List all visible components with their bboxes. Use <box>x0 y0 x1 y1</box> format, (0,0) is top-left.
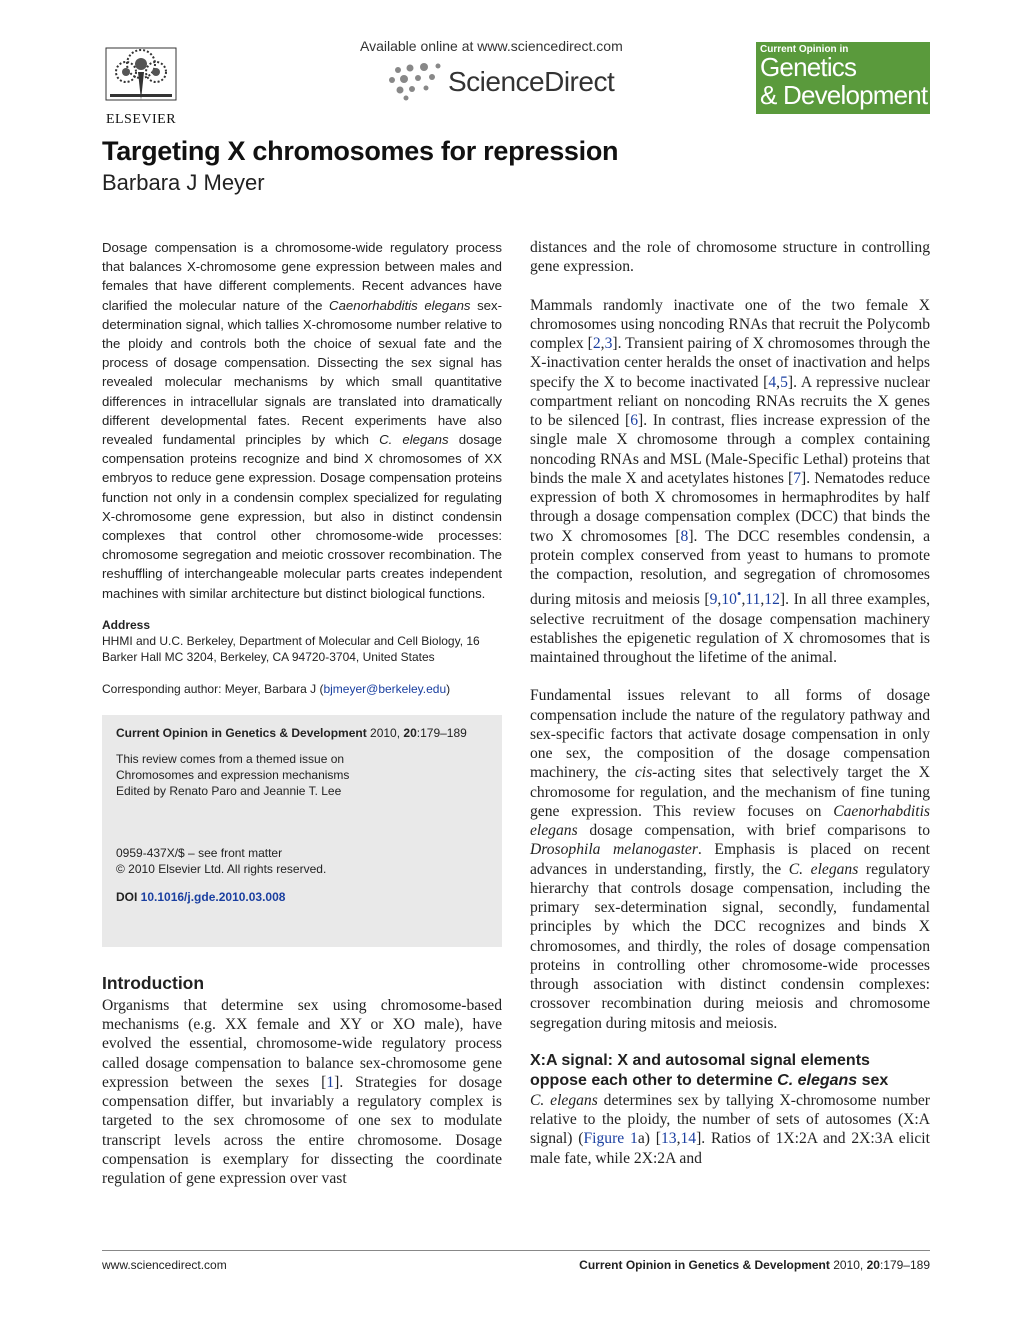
journal-logo-middle: Genetics <box>760 52 857 82</box>
sciencedirect-logo[interactable] <box>386 60 614 104</box>
ref-link[interactable]: 10• <box>721 586 742 609</box>
abstract: Dosage compensation is a chromosome-wide regulatory process that balances X-chromosome gene expression between males and females that have different complements. Recent advances have clarified the molecular nature of the Caenorhabditis elegans sex-determination signal, which tallies X-chromosome number relative to the ploidy and controls both the choice of sexual fate and the process of dosage compensation. Dissecting the sex signal has revealed molecular mechanisms by which small quantitative differences in intracellular signals are translated into dramatically different developmental fates. Recent experiments have also revealed fundamental principles by which C. elegans dosage compensation proteins recognize and bind X chromosomes of XX embryos to reduce gene expression. Dosage compensation proteins function not only in a condensin complex specialized for regulating X-chromosome gene expression, but also in distinct condensin complexes that control other chromosome-wide processes: chromosome segregation and meiotic crossover recombination. The reshuffling of interchangeable molecular parts creates independent machines with similar architecture but distinct biological functions. <box>102 240 502 601</box>
ref-link[interactable]: 14 <box>680 1130 697 1148</box>
introduction-heading: Introduction <box>102 972 205 993</box>
ref-link[interactable]: 6 <box>630 412 639 429</box>
ref-link[interactable]: 13 <box>661 1130 677 1148</box>
info-issn: 0959-437X/$ – see front matter <box>116 845 283 860</box>
address-block <box>102 617 502 665</box>
ref-link[interactable]: 7 <box>793 469 802 487</box>
journal-logo-bottom: & Development <box>760 80 928 110</box>
ref-link[interactable]: 12 <box>764 591 780 609</box>
fundamental-paragraph: Fundamental issues relevant to all forms of dosage compensation include the nature of the regulatory pathway and sex-specific factors that activate dosage compensation in only one sex, the composition of the dosage compensation machinery, the cis-acting sites that selectively target the X chromosome for regulation, and the mechanism of fine tuning gene expression. This review focuses on Caenorhabditis elegans dosage compensation, with brief comparisons to Drosophila melanogaster. Emphasis is placed on recent advances in understanding, firstly, the C. elegans regulatory hierarchy that controls dosage compensation, including the primary sex-determination signal, secondly, fundamental principles by which the DCC recognizes and binds X chromosomes, and thirdly, the roles of dosage compensation proteins in controlling other chromosome-wide processes through association with distinct condensin complexes: crossover recombination during meiosis and chromosome segregation during mitosis and meiosis. <box>530 687 930 1032</box>
info-doi: DOI 10.1016/j.gde.2010.03.008 <box>116 889 286 904</box>
info-citation: Current Opinion in Genetics & Development 2010, 20:179–189 <box>116 725 467 740</box>
elsevier-logo <box>100 42 182 128</box>
right-column <box>530 238 930 1168</box>
doi-link[interactable]: 10.1016/j.gde.2010.03.008 <box>140 889 286 904</box>
info-copyright: © 2010 Elsevier Ltd. All rights reserved. <box>116 861 327 876</box>
footer-citation: Current Opinion in Genetics & Development 2010, 20:179–189 <box>579 1258 930 1272</box>
info-theme: This review comes from a themed issue on Chromosomes and expression mechanisms Edited by Renato Paro and Jeannie T. Lee <box>116 751 350 798</box>
ref-link[interactable]: 11 <box>745 591 761 609</box>
footer-website[interactable]: www.sciencedirect.com <box>102 1258 227 1272</box>
journal-logo-top: Current Opinion in <box>760 44 849 55</box>
ref-link[interactable]: 4 <box>768 373 777 391</box>
ref-link[interactable]: 8 <box>680 527 689 545</box>
address-heading: Address <box>102 617 151 632</box>
xa-signal-heading: X:A signal: X and autosomal signal elements oppose each other to determine C. elegans sex <box>530 1051 889 1089</box>
ref-link[interactable]: 3 <box>604 335 613 352</box>
elsevier-wordmark: ELSEVIER <box>105 112 177 127</box>
mammals-paragraph: Mammals randomly inactivate one of the two female X chromosomes using noncoding RNAs that recruit the Polycomb complex [2,3]. Transient pairing of X chromosomes through the X-inactivation center heralds the onset of inactivation and helps specify the X to become inactivated [4,5]. A repressive nuclear compartment reliant on noncoding RNAs recruits the X genes to be silenced [6]. In contrast, flies increase expression of the single male X chromosome through a complex containing noncoding RNAs and MSL (Male-Specific Lethal) proteins that binds the male X and acetylates histones [7]. Nematodes reduce expression of both X chromosomes in hermaphrodites by half through a dosage compensation complex (DCC) that binds the two X chromosomes [8]. The DCC resembles condensin, a protein complex conserved from yeast to humans to promote the compaction, resolution, and segregation of chromosomes during mitosis and meiosis [9,10•,11,12]. In all three examples, selective recruitment of the dosage compensation machinery establishes the epigenetic regulation of X chromosomes that is maintained throughout the lifetime of the animal. <box>530 296 931 667</box>
article-title: Targeting X chromosomes for repression <box>102 136 619 166</box>
ref-link[interactable]: 5 <box>780 373 788 391</box>
footer-divider <box>102 1250 930 1251</box>
available-online-text: Available online at www.sciencedirect.com <box>360 38 623 54</box>
left-column <box>102 238 502 1188</box>
ref-link[interactable]: 2 <box>592 335 601 352</box>
xa-signal-paragraph: C. elegans determines sex by tallying X-chromosome number relative to the ploidy, the number of sets of autosomes (X:A signal) (Figure 1a) [13,14]. Ratios of 1X:2A and 2X:3A elicit male fate, while 2X:2A and <box>530 1091 930 1167</box>
figure-link[interactable]: Figure 1 <box>583 1130 638 1148</box>
address-text: HHMI and U.C. Berkeley, Department of Molecular and Cell Biology, 16 Barker Hall MC 3204, Berkeley, CA 94720-3704, United States <box>102 633 480 664</box>
continuation-paragraph: distances and the role of chromosome structure in controlling gene expression. <box>530 239 930 276</box>
article-author: Barbara J Meyer <box>102 170 265 195</box>
author-email-link[interactable]: bjmeyer@berkeley.edu <box>323 681 447 696</box>
sciencedirect-wordmark: ScienceDirect <box>448 66 615 97</box>
introduction-text: Organisms that determine sex using chromosome-based mechanisms (e.g. XX female and XY or XO male), have evolved the essential, chromosome-wide regulatory process called dosage compensation to balance sex-chromosome gene expression between the sexes [1]. Strategies for dosage compensation differ, but invariably a regulatory complex is targeted to the sex chromosome of one sex to modulate transcript levels across the entire chromosome. Dosage compensation is exemplary for dissecting the coordinate regulation of gene expression over vast <box>102 996 502 1188</box>
sciencedirect-dots-icon <box>386 62 444 102</box>
ref-link[interactable]: 1 <box>326 1073 335 1091</box>
article-info-box <box>102 715 502 947</box>
elsevier-tree-icon <box>100 42 182 110</box>
ref-link[interactable]: 9 <box>709 591 718 609</box>
journal-logo[interactable] <box>756 42 930 114</box>
corresponding-author: Corresponding author: Meyer, Barbara J (bjmeyer@berkeley.edu) <box>102 681 451 696</box>
